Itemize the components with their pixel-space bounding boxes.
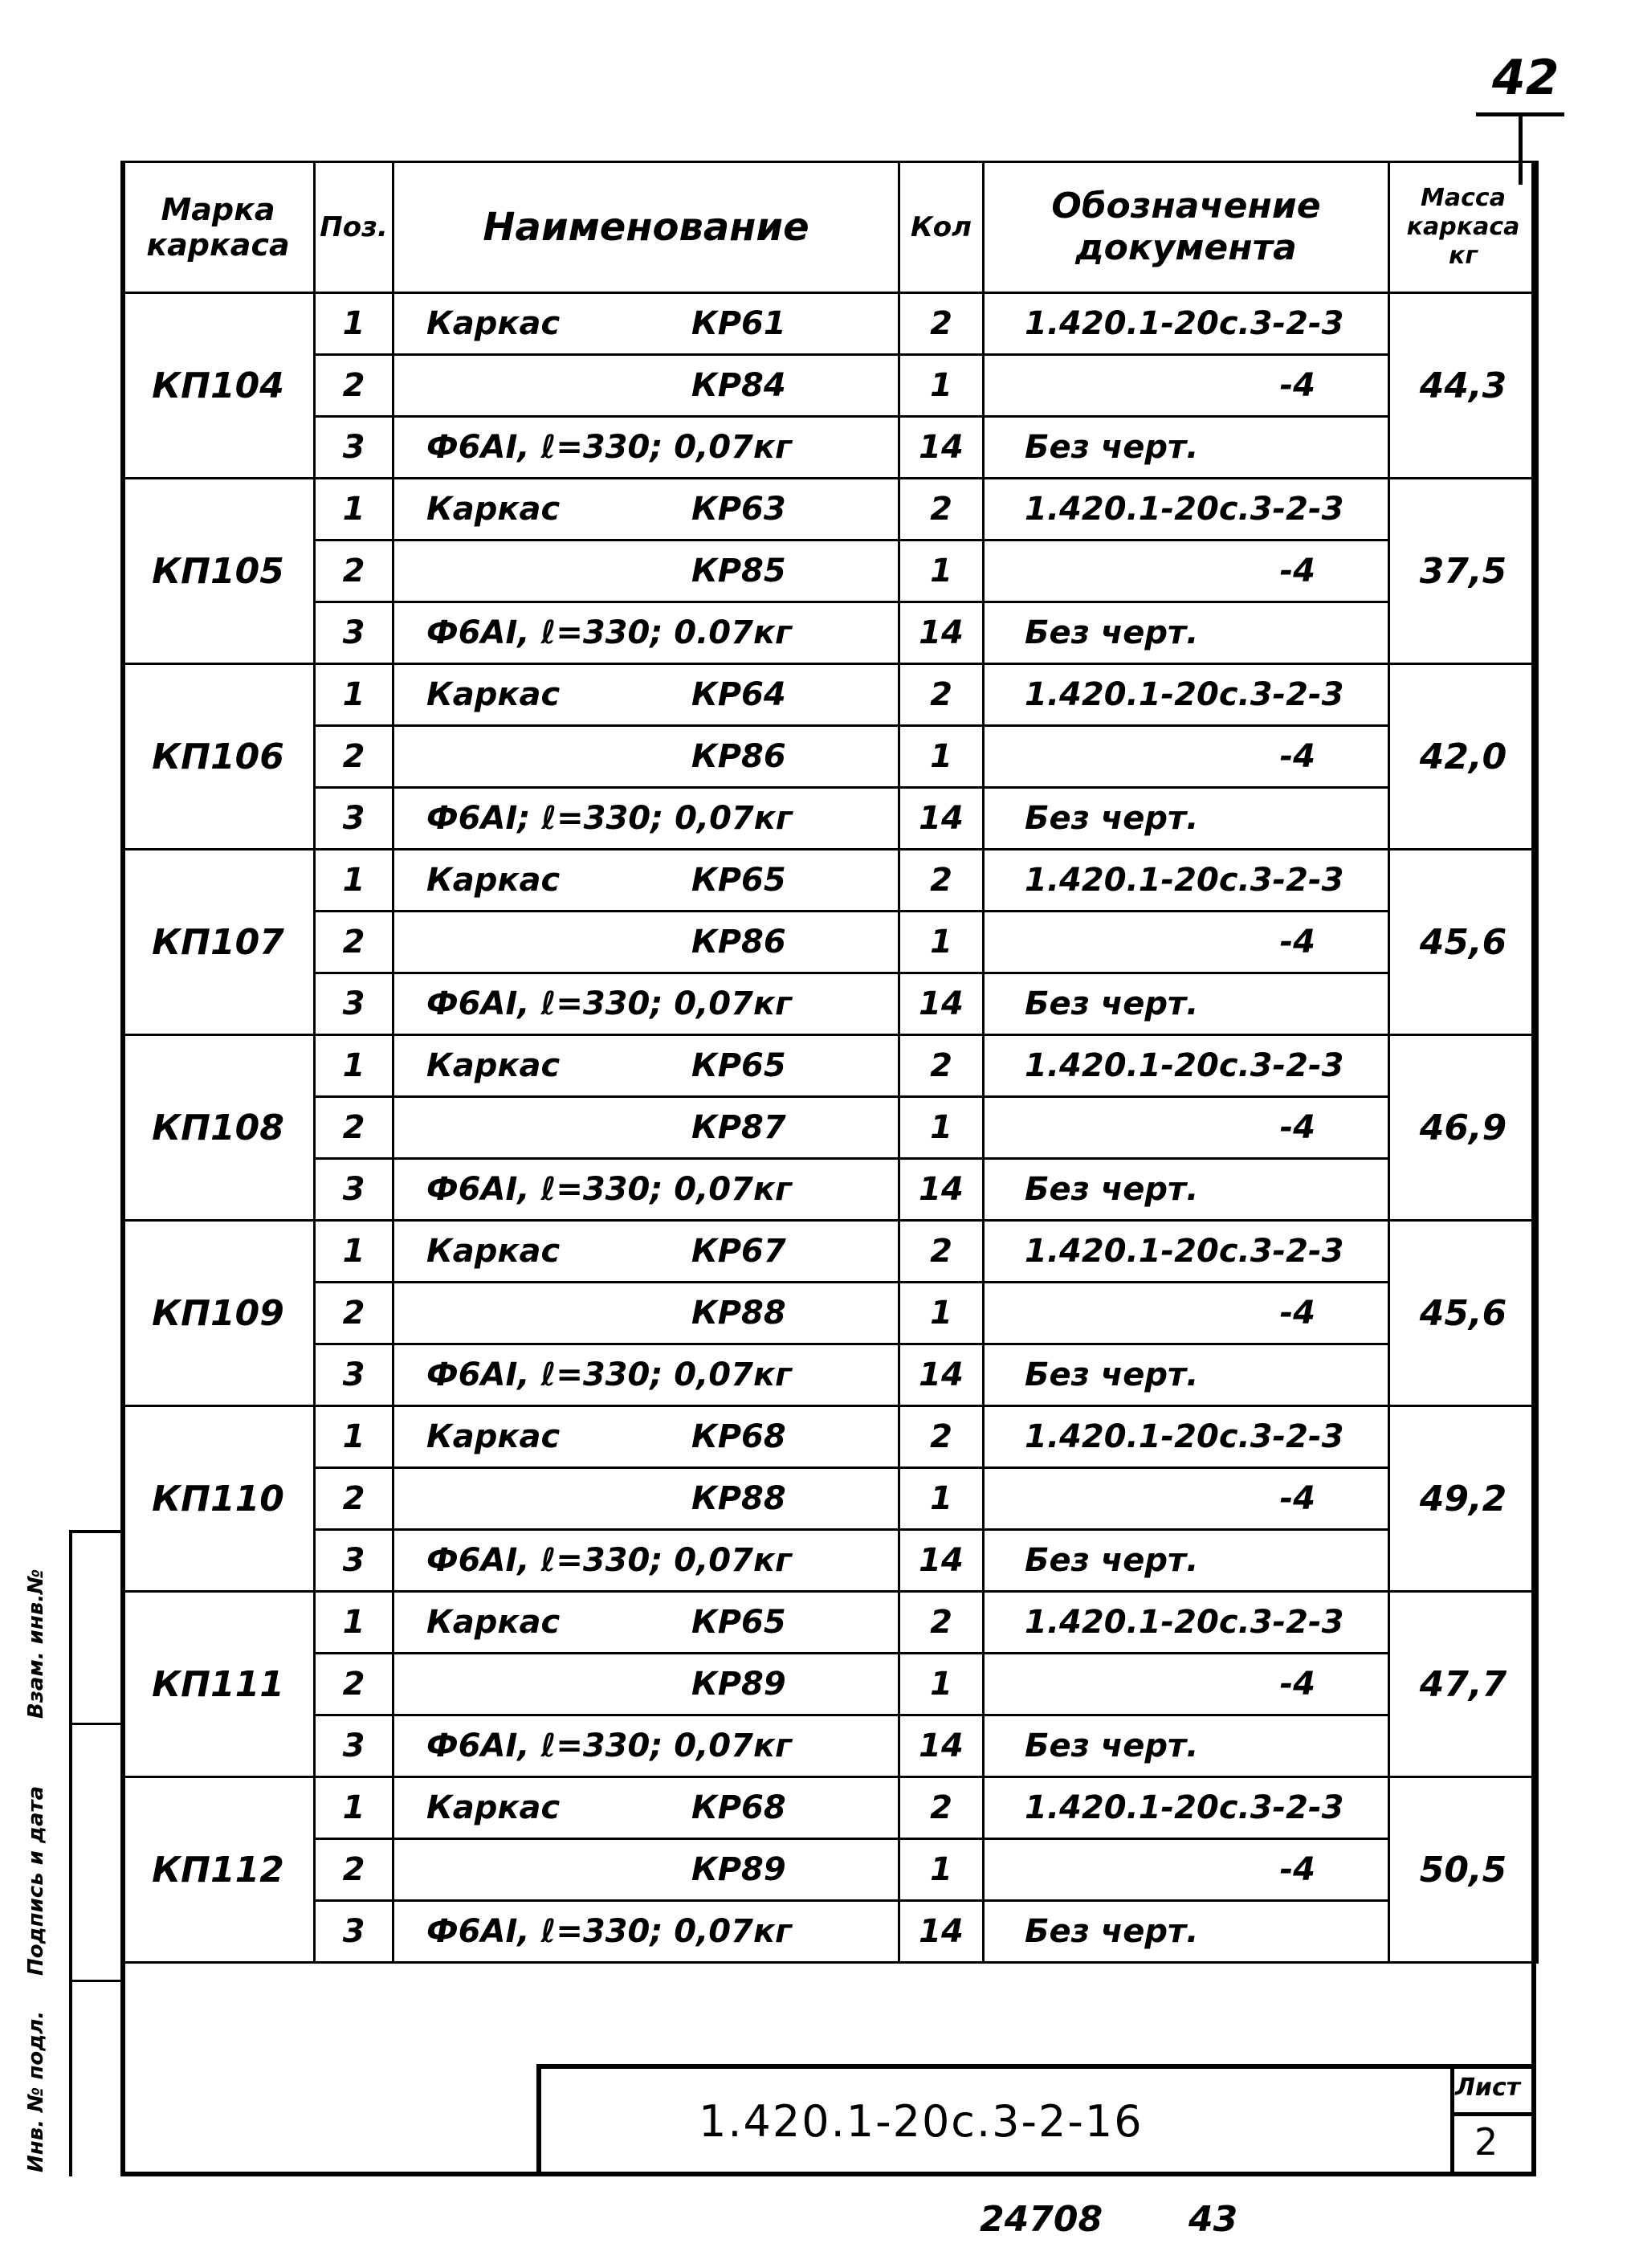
position-cell: 3	[315, 1159, 393, 1221]
item-name: Каркас	[426, 491, 561, 528]
document-cell: -4	[984, 1097, 1389, 1159]
table-row	[122, 293, 1538, 355]
position-cell: 3	[315, 1344, 393, 1406]
document-cell: 1.420.1-20с.3-2-3	[984, 479, 1389, 540]
side-stamp-sign: Подпись и дата	[24, 1785, 48, 1976]
name-cell	[393, 1901, 899, 1963]
item-mark: КР87	[691, 1109, 786, 1146]
item-mark: КР84	[691, 367, 786, 404]
frame-mass: 49,2	[1389, 1406, 1538, 1592]
table-row	[122, 1654, 1538, 1715]
name-cell	[393, 602, 899, 664]
name-cell	[393, 1468, 899, 1530]
quantity-cell: 14	[899, 602, 984, 664]
header-name: Наименование	[393, 162, 899, 293]
quantity-cell: 14	[899, 1344, 984, 1406]
document-code: 1.420.1-20с.3-2-16	[699, 2096, 1144, 2147]
position-cell: 2	[315, 1283, 393, 1344]
document-cell: -4	[984, 1283, 1389, 1344]
name-cell	[393, 1159, 899, 1221]
item-mark: КР61	[691, 305, 786, 342]
item-mark: КР65	[691, 1604, 786, 1641]
item-name: Каркас	[426, 1789, 561, 1826]
name-cell	[393, 1654, 899, 1715]
quantity-cell: 1	[899, 726, 984, 788]
quantity-cell: 2	[899, 293, 984, 355]
name-cell	[393, 726, 899, 788]
position-cell: 1	[315, 1406, 393, 1468]
quantity-cell: 14	[899, 417, 984, 479]
footer-number: 43	[1188, 2199, 1238, 2240]
quantity-cell: 2	[899, 479, 984, 540]
item-mark: КР65	[691, 1047, 786, 1084]
position-cell: 1	[315, 850, 393, 912]
sheet-number: 2	[1474, 2120, 1498, 2164]
item-mark: КР88	[691, 1295, 786, 1332]
table-row	[122, 417, 1538, 479]
document-cell: Без черт.	[984, 973, 1389, 1035]
item-name: Ф6АI, ℓ=330; 0,07кг	[426, 1542, 792, 1579]
table-row	[122, 726, 1538, 788]
document-cell: -4	[984, 1839, 1389, 1901]
position-cell: 3	[315, 973, 393, 1035]
quantity-cell: 2	[899, 1221, 984, 1283]
item-mark: КР89	[691, 1666, 786, 1703]
name-cell	[393, 293, 899, 355]
quantity-cell: 1	[899, 1468, 984, 1530]
frame-mark: КП110	[122, 1406, 315, 1592]
document-cell: Без черт.	[984, 602, 1389, 664]
position-cell: 1	[315, 479, 393, 540]
table-row	[122, 973, 1538, 1035]
quantity-cell: 1	[899, 1283, 984, 1344]
item-name: Ф6АI; ℓ=330; 0,07кг	[426, 800, 793, 837]
frame-mass: 45,6	[1389, 1221, 1538, 1406]
table-row	[122, 1592, 1538, 1654]
table-row	[122, 1159, 1538, 1221]
name-cell	[393, 479, 899, 540]
table-row	[122, 479, 1538, 540]
side-stamp-divider	[69, 1723, 120, 1725]
name-cell	[393, 355, 899, 417]
position-cell: 2	[315, 1097, 393, 1159]
name-cell	[393, 1097, 899, 1159]
quantity-cell: 1	[899, 1654, 984, 1715]
table-row	[122, 1901, 1538, 1963]
item-name: Ф6АI, ℓ=330; 0,07кг	[426, 1171, 792, 1208]
position-cell: 1	[315, 664, 393, 726]
position-cell: 1	[315, 1221, 393, 1283]
frame-mark: КП108	[122, 1035, 315, 1221]
quantity-cell: 2	[899, 1592, 984, 1654]
table-row	[122, 788, 1538, 850]
frame-mass: 44,3	[1389, 293, 1538, 479]
document-cell: 1.420.1-20с.3-2-3	[984, 293, 1389, 355]
name-cell	[393, 417, 899, 479]
side-stamp-replace: Взам. инв.№	[24, 1568, 48, 1719]
specification-body	[122, 293, 1538, 1963]
side-stamp	[69, 1530, 120, 2176]
item-mark: КР64	[691, 676, 786, 713]
table-row	[122, 355, 1538, 417]
item-mark: КР85	[691, 553, 786, 589]
name-cell	[393, 1777, 899, 1839]
page-number: 42	[1492, 50, 1559, 106]
frame-mark: КП109	[122, 1221, 315, 1406]
position-cell: 3	[315, 417, 393, 479]
document-cell: -4	[984, 540, 1389, 602]
item-mark: КР67	[691, 1233, 786, 1270]
name-cell	[393, 1221, 899, 1283]
name-cell	[393, 664, 899, 726]
table-row	[122, 1097, 1538, 1159]
item-name: Каркас	[426, 1604, 561, 1641]
table-row	[122, 1530, 1538, 1592]
table-row	[122, 1715, 1538, 1777]
table-row	[122, 912, 1538, 973]
position-cell: 2	[315, 912, 393, 973]
frame-mark: КП105	[122, 479, 315, 664]
item-mark: КР68	[691, 1418, 786, 1455]
position-cell: 1	[315, 1777, 393, 1839]
quantity-cell: 14	[899, 1530, 984, 1592]
item-name: Ф6АI, ℓ=330; 0,07кг	[426, 1728, 792, 1764]
name-cell	[393, 912, 899, 973]
name-cell	[393, 1406, 899, 1468]
header-qty: Кол	[899, 162, 984, 293]
item-name: Каркас	[426, 305, 561, 342]
position-cell: 2	[315, 355, 393, 417]
name-cell	[393, 540, 899, 602]
table-row	[122, 1777, 1538, 1839]
item-name: Ф6АI, ℓ=330; 0,07кг	[426, 985, 792, 1022]
position-cell: 2	[315, 1654, 393, 1715]
frame-mass: 50,5	[1389, 1777, 1538, 1963]
quantity-cell: 1	[899, 355, 984, 417]
item-name: Ф6АI, ℓ=330; 0,07кг	[426, 429, 792, 466]
frame-mark: КП106	[122, 664, 315, 850]
quantity-cell: 1	[899, 1097, 984, 1159]
table-row	[122, 664, 1538, 726]
table-row	[122, 1406, 1538, 1468]
item-mark: КР68	[691, 1789, 786, 1826]
name-cell	[393, 1530, 899, 1592]
table-row	[122, 1344, 1538, 1406]
position-cell: 1	[315, 1035, 393, 1097]
document-cell: Без черт.	[984, 1715, 1389, 1777]
header-doc: Обозначение документа	[984, 162, 1389, 293]
quantity-cell: 2	[899, 850, 984, 912]
name-cell	[393, 973, 899, 1035]
side-stamp-inv: Инв. № подл.	[24, 2010, 48, 2172]
frame-mark: КП104	[122, 293, 315, 479]
header-pos: Поз.	[315, 162, 393, 293]
document-cell: -4	[984, 1468, 1389, 1530]
frame-mark: КП112	[122, 1777, 315, 1963]
frame-mark: КП111	[122, 1592, 315, 1777]
quantity-cell: 2	[899, 1777, 984, 1839]
position-cell: 2	[315, 1468, 393, 1530]
item-name: Каркас	[426, 1233, 561, 1270]
quantity-cell: 2	[899, 1406, 984, 1468]
name-cell	[393, 1283, 899, 1344]
position-cell: 3	[315, 1715, 393, 1777]
document-cell: 1.420.1-20с.3-2-3	[984, 1406, 1389, 1468]
quantity-cell: 14	[899, 1901, 984, 1963]
name-cell	[393, 1839, 899, 1901]
position-cell: 3	[315, 1530, 393, 1592]
position-cell: 2	[315, 540, 393, 602]
document-cell: 1.420.1-20с.3-2-3	[984, 850, 1389, 912]
position-cell: 3	[315, 788, 393, 850]
frame-mass: 42,0	[1389, 664, 1538, 850]
table-row	[122, 602, 1538, 664]
quantity-cell: 14	[899, 973, 984, 1035]
table-row	[122, 1839, 1538, 1901]
document-cell: 1.420.1-20с.3-2-3	[984, 1035, 1389, 1097]
frame-mass: 47,7	[1389, 1592, 1538, 1777]
quantity-cell: 14	[899, 1715, 984, 1777]
specification-table	[120, 161, 1539, 1964]
position-cell: 1	[315, 293, 393, 355]
document-cell: -4	[984, 355, 1389, 417]
name-cell	[393, 1715, 899, 1777]
item-mark: КР88	[691, 1480, 786, 1517]
item-name: Ф6АI, ℓ=330; 0.07кг	[426, 614, 792, 651]
document-cell: Без черт.	[984, 788, 1389, 850]
table-row	[122, 1283, 1538, 1344]
frame-mark: КП107	[122, 850, 315, 1035]
quantity-cell: 1	[899, 912, 984, 973]
document-cell: 1.420.1-20с.3-2-3	[984, 664, 1389, 726]
footer-number: 24708	[980, 2199, 1103, 2240]
name-cell	[393, 850, 899, 912]
document-cell: -4	[984, 726, 1389, 788]
quantity-cell: 2	[899, 664, 984, 726]
quantity-cell: 1	[899, 1839, 984, 1901]
position-cell: 2	[315, 1839, 393, 1901]
frame-mass: 37,5	[1389, 479, 1538, 664]
item-name: Каркас	[426, 676, 561, 713]
quantity-cell: 14	[899, 788, 984, 850]
document-cell: Без черт.	[984, 1344, 1389, 1406]
item-mark: КР63	[691, 491, 786, 528]
document-cell: Без черт.	[984, 417, 1389, 479]
item-name: Ф6АI, ℓ=330; 0,07кг	[426, 1913, 792, 1950]
header-mark: Марка каркаса	[122, 162, 315, 293]
document-cell: -4	[984, 912, 1389, 973]
side-stamp-divider	[69, 1980, 120, 1982]
table-row	[122, 1221, 1538, 1283]
position-cell: 1	[315, 1592, 393, 1654]
document-cell: 1.420.1-20с.3-2-3	[984, 1221, 1389, 1283]
position-cell: 2	[315, 726, 393, 788]
item-mark: КР89	[691, 1851, 786, 1888]
header-mass: Масса каркаса кг	[1389, 162, 1538, 293]
table-row	[122, 1035, 1538, 1097]
frame-mass: 45,6	[1389, 850, 1538, 1035]
item-mark: КР86	[691, 738, 786, 775]
item-name: Каркас	[426, 1418, 561, 1455]
document-cell: -4	[984, 1654, 1389, 1715]
frame-mass: 46,9	[1389, 1035, 1538, 1221]
quantity-cell: 2	[899, 1035, 984, 1097]
name-cell	[393, 1344, 899, 1406]
name-cell	[393, 788, 899, 850]
item-mark: КР86	[691, 924, 786, 961]
table-header-row	[122, 162, 1538, 293]
sheet-label: Лист	[1455, 2074, 1521, 2102]
name-cell	[393, 1035, 899, 1097]
item-name: Ф6АI, ℓ=330; 0,07кг	[426, 1356, 792, 1393]
name-cell	[393, 1592, 899, 1654]
document-cell: Без черт.	[984, 1901, 1389, 1963]
quantity-cell: 14	[899, 1159, 984, 1221]
table-row	[122, 850, 1538, 912]
table-row	[122, 1468, 1538, 1530]
document-cell: 1.420.1-20с.3-2-3	[984, 1777, 1389, 1839]
document-cell: 1.420.1-20с.3-2-3	[984, 1592, 1389, 1654]
quantity-cell: 1	[899, 540, 984, 602]
item-name: Каркас	[426, 862, 561, 899]
item-name: Каркас	[426, 1047, 561, 1084]
position-cell: 3	[315, 602, 393, 664]
document-cell: Без черт.	[984, 1530, 1389, 1592]
table-row	[122, 540, 1538, 602]
document-cell: Без черт.	[984, 1159, 1389, 1221]
position-cell: 3	[315, 1901, 393, 1963]
item-mark: КР65	[691, 862, 786, 899]
